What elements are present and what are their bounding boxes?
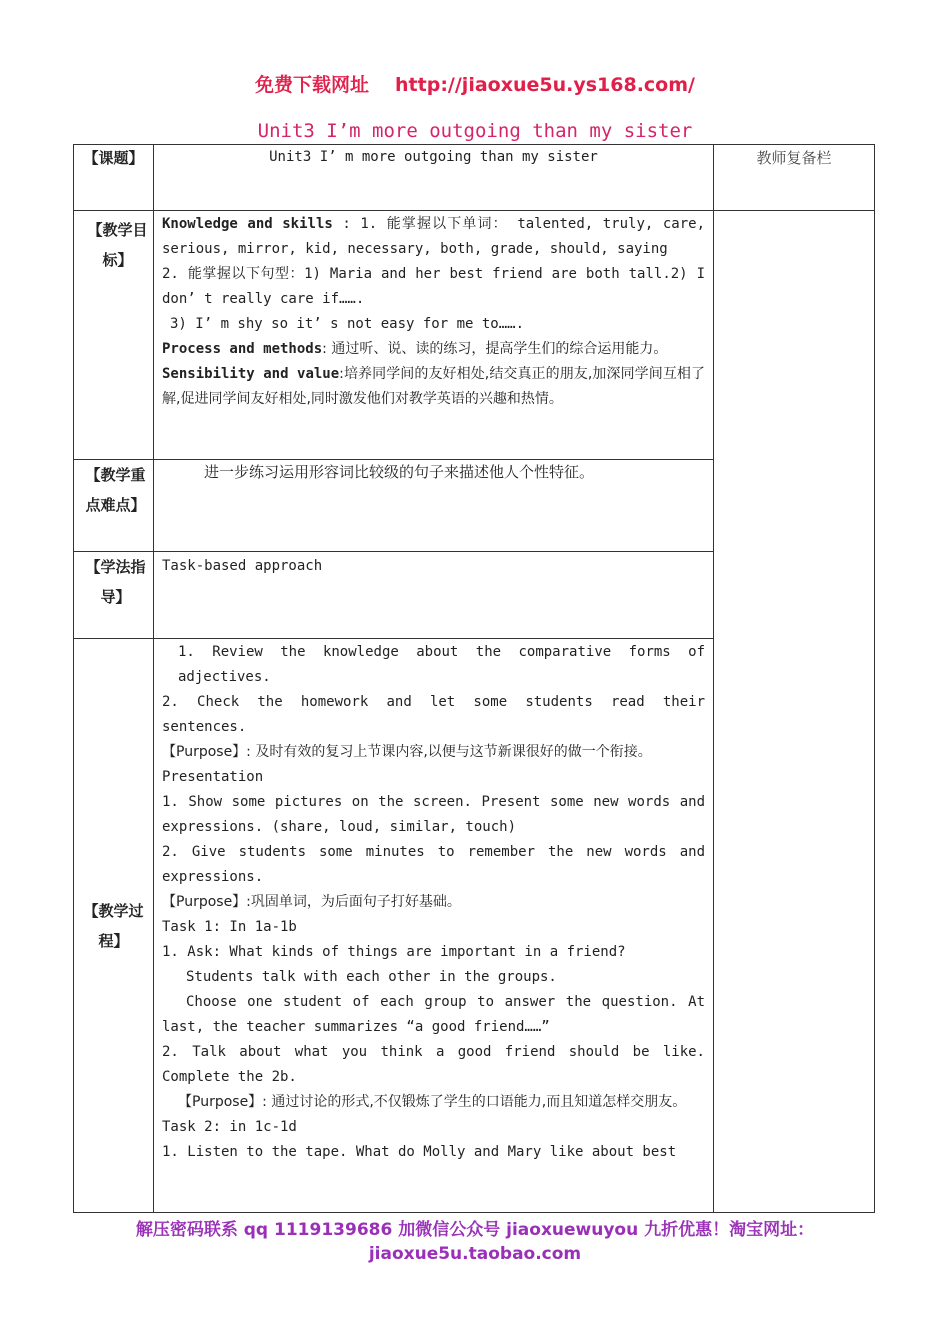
process-line: Students talk with each other in the groups.	[186, 969, 557, 985]
teaching-process-label: 【教学过程】	[83, 901, 144, 950]
document-title: Unit3 I’m more outgoing than my sister	[257, 120, 693, 142]
teaching-process-content	[154, 639, 713, 1165]
download-label: 免费下载网址	[255, 74, 370, 96]
teacher-notes-header: 教师复备栏	[756, 149, 832, 167]
topic-label: 【课题】	[83, 149, 144, 167]
process-line: 1. Show some pictures on the screen. Present some new words and expressions. (share, loud, similar, touch)	[162, 794, 705, 835]
key-points-content: 进一步练习运用形容词比较级的句子来描述他人个性特征。	[204, 463, 595, 481]
sensibility-value-text: :培养同学间的友好相处,结交真正的朋友,加深同学间互相了解,促进同学间友好相处,同时激发他们对教学英语的兴趣和热情。	[162, 366, 705, 407]
objectives-content	[154, 211, 713, 412]
process-methods-text: : 通过听、说、读的练习，提高学生们的综合运用能力。	[322, 341, 668, 357]
process-line: 1. Listen to the tape. What do Molly and Mary like about best	[162, 1144, 677, 1160]
process-line: 【Purpose】: 及时有效的复习上节课内容,以便与这节新课很好的做一个衔接。	[162, 744, 652, 760]
topic-content: Unit3 I’ m more outgoing than my sister	[269, 149, 598, 165]
knowledge-skills-label: Knowledge and skills	[162, 216, 333, 232]
knowledge-skills-text: : 1. 能掌握以下单词： talented, truly, care, serious, mirror, kid, necessary, both, grade, should, saying	[162, 216, 705, 257]
row-objectives	[74, 211, 875, 460]
footer-line-1: 解压密码联系 qq 1119139686 加微信公众号 jiaoxuewuyou 九折优惠！淘宝网址：	[135, 1220, 815, 1240]
process-line: 2. Check the homework and let some students read their sentences.	[162, 694, 705, 735]
process-line: 2. Talk about what you think a good friend should be like. Complete the 2b.	[162, 1044, 705, 1085]
process-line: Choose one student of each group to answer the question. At last, the teacher summarizes “a good friend……”	[162, 994, 705, 1035]
process-line: 【Purpose】:巩固单词，为后面句子打好基础。	[162, 894, 461, 910]
process-line: 1. Ask: What kinds of things are important in a friend?	[162, 944, 626, 960]
process-line: 1. Review the knowledge about the comparative forms of adjectives.	[178, 644, 705, 685]
process-line: 2. Give students some minutes to remember the new words and expressions.	[162, 844, 705, 885]
key-points-label: 【教学重点难点】	[85, 466, 146, 514]
process-line: 【Purpose】: 通过讨论的形式,不仅锻炼了学生的口语能力,而且知道怎样交朋友。	[178, 1094, 687, 1110]
process-methods-label: Process and methods	[162, 341, 323, 357]
learning-method-label: 【学法指导】	[85, 558, 146, 606]
teacher-notes-column	[714, 211, 875, 1213]
row-topic	[74, 145, 875, 211]
process-line: Task 2: in 1c-1d	[162, 1119, 297, 1135]
objectives-label: 【教学目标】	[87, 221, 148, 269]
objective-line-2: 2. 能掌握以下句型：1) Maria and her best friend are both tall.2) I don’ t really care if…….	[162, 266, 705, 307]
download-url-link[interactable]: http://jiaoxue5u.ys168.com/	[395, 74, 695, 96]
sensibility-value-label: Sensibility and value	[162, 366, 340, 382]
lesson-plan-table	[73, 144, 875, 1213]
footer-contact	[0, 1218, 950, 1266]
process-line: Task 1: In 1a-1b	[162, 919, 297, 935]
download-header	[0, 70, 950, 97]
learning-method-content: Task-based approach	[162, 558, 323, 574]
footer-taobao-link[interactable]: jiaoxue5u.taobao.com	[368, 1244, 582, 1264]
process-line: Presentation	[162, 769, 264, 785]
objective-line-3: 3) I’ m shy so it’ s not easy for me to…….	[170, 316, 525, 332]
